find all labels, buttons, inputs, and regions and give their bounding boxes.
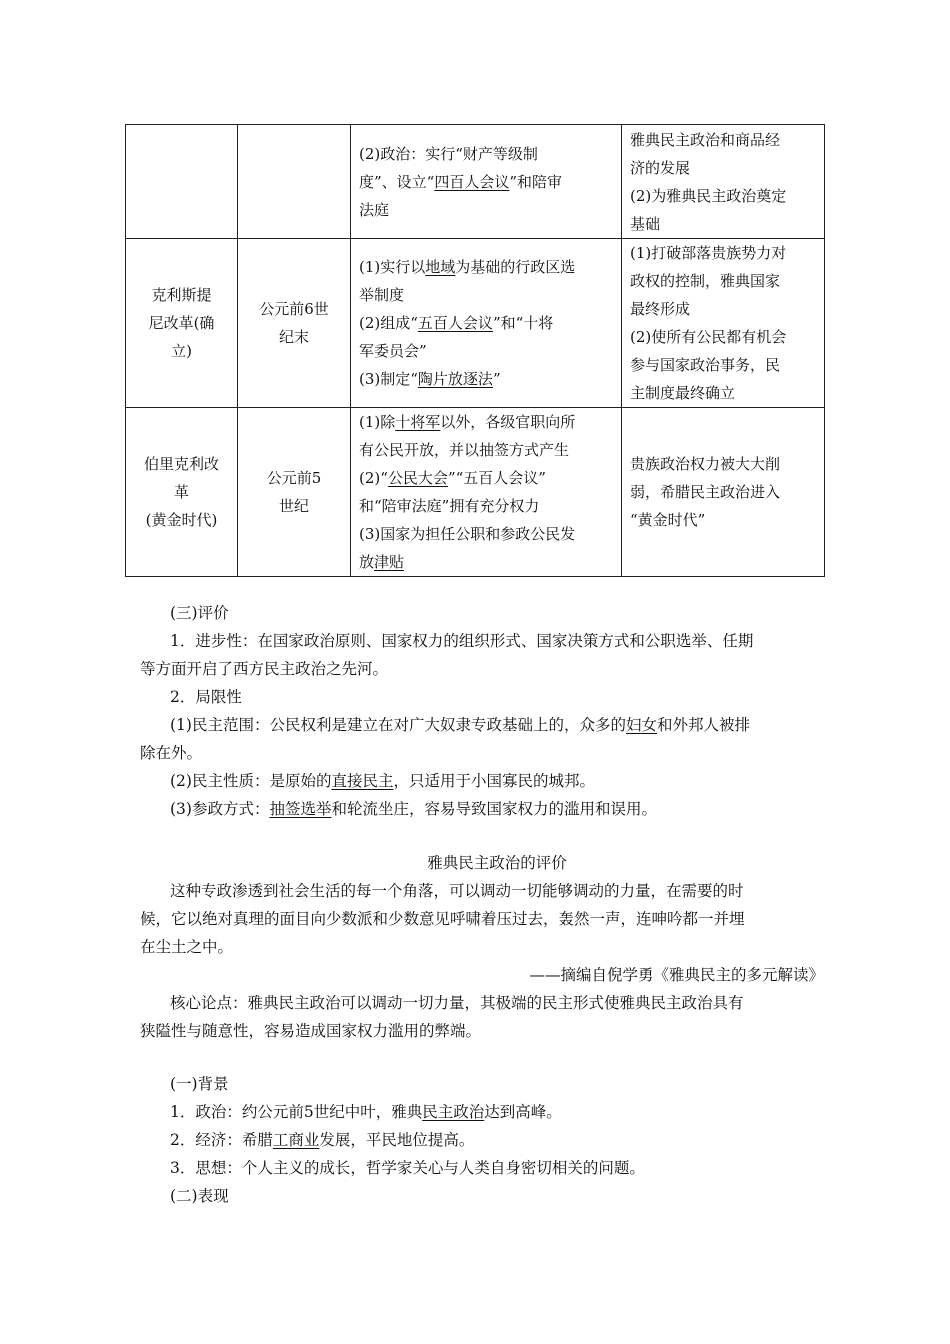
reform-name-line: 革 (173, 483, 189, 501)
background-heading: (一)背景 (170, 1075, 229, 1093)
reform-name-line: 克利斯提 (151, 286, 212, 304)
democracy-nature-line (170, 767, 824, 795)
reform-effect-line (630, 295, 816, 323)
reform-effect-line (630, 478, 816, 506)
reform-name-line: 尼改革(确 (148, 314, 215, 332)
reform-content-line (359, 492, 613, 520)
quote-section (140, 849, 824, 1045)
reform-table-body (126, 125, 825, 577)
reform-content-cell (351, 125, 622, 239)
text-run: (1)除 (359, 413, 396, 431)
reform-era-line: 世纪 (278, 497, 309, 515)
underlined-term: 工商业 (272, 1131, 320, 1149)
quote-title: 雅典民主政治的评价 (427, 854, 567, 872)
reform-effect-line (630, 239, 816, 267)
reform-table (125, 124, 825, 577)
text-run: 有公民开放，并以抽签方式产生 (359, 441, 570, 459)
background-section (170, 1070, 824, 1210)
text-run: 发展，平民地位提高。 (319, 1131, 475, 1149)
reform-content-line (359, 140, 613, 168)
text-run: 和轮流坐庄，容易导致国家权力的滥用和误用。 (331, 800, 657, 818)
text-run: 主制度最终确立 (630, 384, 736, 402)
reform-content-line (359, 309, 613, 337)
text-run: ”“五百人会议” (447, 469, 546, 487)
text-run: “黄金时代” (630, 511, 706, 529)
reform-content-cell (351, 408, 622, 577)
reform-name-line: 立) (171, 342, 192, 360)
text-run: (3)制定“ (359, 370, 418, 388)
text-run: ”和“十将 (492, 314, 554, 332)
underlined-term: 四百人会议 (434, 172, 510, 191)
background-thought: 3．思想：个人主义的成长，哲学家关心与人类自身密切相关的问题。 (170, 1159, 645, 1177)
core-argument-line-1: 核心论点：雅典民主政治可以调动一切力量，其极端的民主形式使雅典民主政治具有 (170, 994, 744, 1012)
underlined-term: 地域 (425, 258, 456, 276)
underlined-term: 津贴 (374, 553, 405, 571)
text-run: 雅典民主政治和商品经 (630, 130, 781, 149)
reform-effect-line (630, 182, 816, 210)
reform-name-cell (126, 408, 238, 577)
text-run: (3)国家为担任公职和参政公民发 (359, 525, 576, 543)
reform-era-cell (238, 408, 351, 577)
text-run: (1)民主范围：公民权利是建立在对广大奴隶专政基础上的，众多的 (170, 716, 626, 734)
text-run: ，只适用于小国寡民的城邦。 (393, 772, 595, 790)
underlined-term: 妇女 (625, 716, 657, 734)
text-run: 1．政治：约公元前5世纪中叶，雅典 (170, 1103, 423, 1121)
reform-era-cell (238, 239, 351, 408)
text-run: 和外邦人被排 (656, 716, 750, 734)
text-run: 达到高峰。 (484, 1103, 562, 1121)
text-run: 和“陪审法庭”拥有充分权力 (359, 497, 540, 515)
text-run: 度”、设立“ (359, 172, 435, 191)
democracy-scope-line (170, 711, 824, 739)
underlined-term: 十将军 (395, 413, 441, 431)
reform-name-line: (黄金时代) (145, 511, 218, 529)
underlined-term: 抽签选举 (269, 800, 332, 818)
text-run: 为基础的行政区选 (455, 258, 576, 276)
table-row (126, 125, 825, 239)
reform-effect-cell (622, 125, 825, 239)
text-run: 济的发展 (630, 158, 691, 177)
quote-line-3: 在尘土之中。 (140, 938, 234, 956)
quote-line-2: 候，它以绝对真理的面目向少数派和少数意见呼啸着压过去，轰然一声，连呻吟都一并埋 (140, 910, 745, 928)
text-run: 最终形成 (630, 300, 691, 318)
text-run: 以外，各级官职向所 (440, 413, 576, 431)
reform-effect-line (630, 267, 816, 295)
underlined-term: 直接民主 (331, 772, 394, 790)
text-run: (2)组成“ (359, 314, 418, 332)
text-run: ” (492, 370, 501, 388)
text-run: 举制度 (359, 286, 405, 304)
reform-content-line (359, 365, 613, 393)
table-row (126, 239, 825, 408)
manifestation-heading: (二)表现 (170, 1187, 229, 1205)
text-run: 政权的控制，雅典国家 (630, 272, 781, 290)
background-politics (170, 1098, 824, 1126)
reform-era-line: 公元前5 (266, 469, 322, 487)
text-run: 法庭 (359, 200, 390, 219)
reform-content-line (359, 436, 613, 464)
reform-content-cell (351, 239, 622, 408)
text-run: (1)打破部落贵族势力对 (630, 244, 787, 262)
reform-name-cell (126, 125, 238, 239)
underlined-term: 民主政治 (422, 1103, 485, 1121)
evaluation-section (140, 599, 824, 823)
text-run: (2)“ (359, 469, 388, 487)
text-run: 放 (359, 553, 375, 571)
reform-effect-cell (622, 408, 825, 577)
reform-effect-line (630, 450, 816, 478)
reform-content-line (359, 464, 613, 492)
progressiveness-line-2: 等方面开启了西方民主政治之先河。 (140, 660, 389, 678)
reform-content-line (359, 196, 613, 224)
progressiveness-line-1: 1．进步性：在国家政治原则、国家权力的组织形式、国家决策方式和公职选举、任期 (170, 632, 754, 650)
reform-content-line (359, 253, 613, 281)
text-run: 贵族政治权力被大大削 (630, 455, 781, 473)
reform-era-line: 公元前6世 (259, 300, 329, 318)
participation-line (170, 795, 824, 823)
text-run: (2)政治：实行“财产等级制 (359, 144, 538, 163)
text-run: (3)参政方式： (170, 800, 270, 818)
text-run: 军委员会” (359, 342, 427, 360)
background-economy (170, 1126, 824, 1154)
reform-content-line (359, 281, 613, 309)
text-run: 弱，希腊民主政治进入 (630, 483, 781, 501)
reform-effect-line (630, 210, 816, 238)
core-argument-line-2: 狭隘性与随意性，容易造成国家权力滥用的弊端。 (140, 1022, 482, 1040)
reform-content-line (359, 520, 613, 548)
table-row (126, 408, 825, 577)
reform-content-line (359, 337, 613, 365)
reform-content-line (359, 548, 613, 576)
reform-effect-line (630, 154, 816, 182)
reform-effect-line (630, 323, 816, 351)
reform-name-line: 伯里克利改 (143, 455, 219, 473)
text-run: 基础 (630, 214, 661, 233)
reform-content-line (359, 168, 613, 196)
reform-effect-line (630, 351, 816, 379)
quote-line-1: 这种专政渗透到社会生活的每一个角落，可以调动一切能够调动的力量，在需要的时 (170, 882, 744, 900)
text-run: (2)民主性质：是原始的 (170, 772, 332, 790)
reform-era-line: 纪末 (278, 328, 309, 346)
limitations-heading: 2．局限性 (170, 688, 242, 706)
text-run: (2)为雅典民主政治奠定 (630, 186, 787, 205)
text-run: 参与国家政治事务，民 (630, 356, 781, 374)
reform-name-cell (126, 239, 238, 408)
reform-effect-line (630, 126, 816, 154)
reform-effect-line (630, 506, 816, 534)
reform-content-line (359, 408, 613, 436)
text-run: (1)实行以 (359, 258, 426, 276)
reform-effect-line (630, 379, 816, 407)
democracy-scope-line-cont: 除在外。 (140, 744, 203, 762)
underlined-term: 陶片放逐法 (417, 370, 493, 388)
quote-source: ——摘编自倪学勇《雅典民主的多元解读》 (529, 966, 824, 984)
reform-era-cell (238, 125, 351, 239)
evaluation-heading: (三)评价 (170, 604, 229, 622)
reform-effect-cell (622, 239, 825, 408)
underlined-term: 五百人会议 (417, 314, 493, 332)
text-run: 2．经济：希腊 (170, 1131, 273, 1149)
text-run: ”和陪审 (509, 172, 563, 191)
text-run: (2)使所有公民都有机会 (630, 328, 787, 346)
underlined-term: 公民大会 (387, 469, 448, 487)
